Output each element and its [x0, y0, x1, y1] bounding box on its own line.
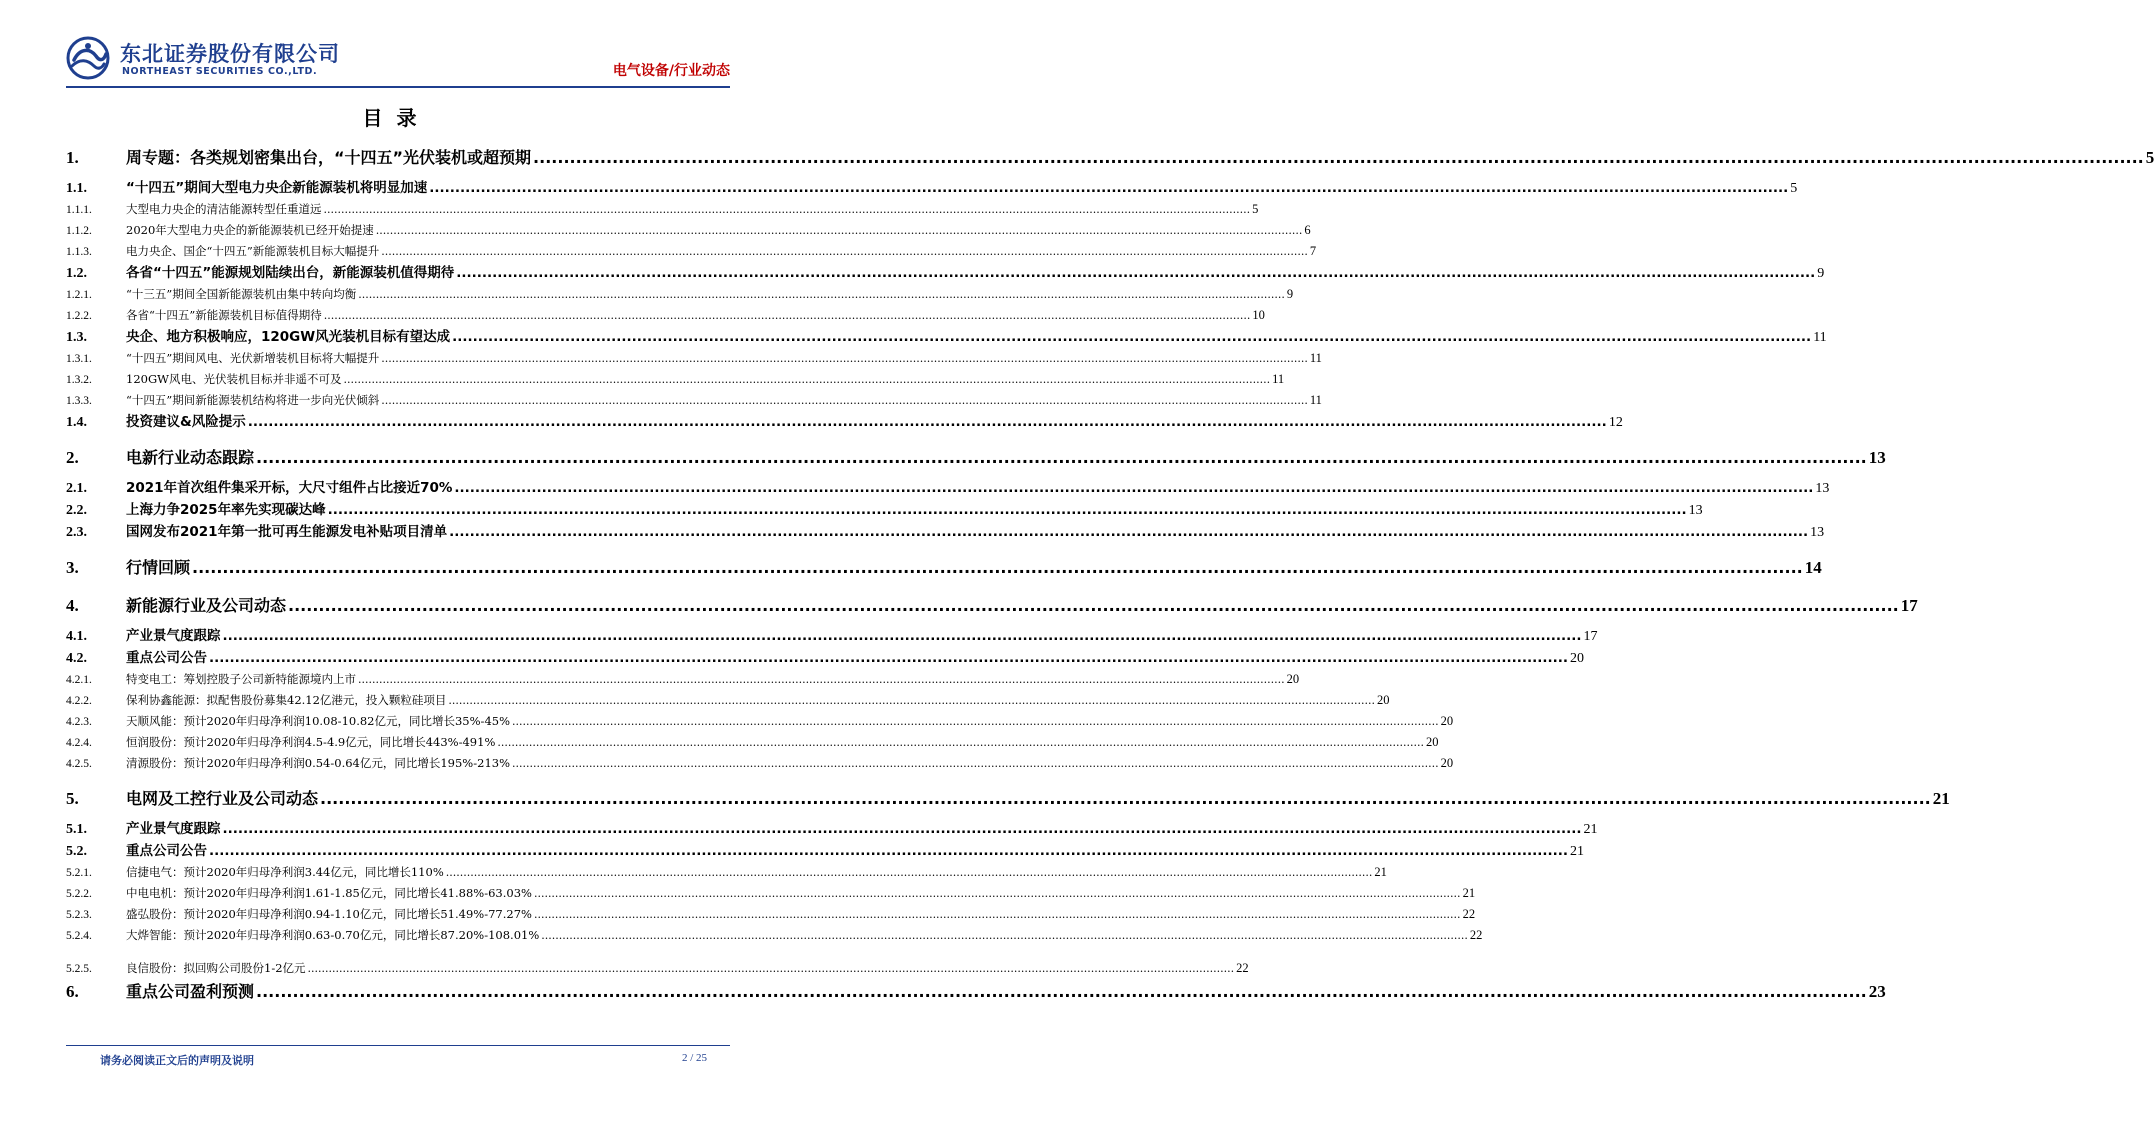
toc-entry-number: 1.3. [66, 330, 87, 345]
toc-entry-number: 1.2.1. [66, 289, 92, 301]
toc-entry-title: 2020年大型电力央企的新能源装机已经开始提速 [126, 223, 374, 237]
toc-entry-page: 20 [1440, 714, 1454, 728]
toc-entry-page: 12 [1608, 415, 1623, 430]
toc-entry-title: 重点公司公告 [126, 650, 207, 666]
toc-entry-page: 20 [1377, 693, 1390, 707]
toc-entry-number: 1.1.1. [66, 204, 92, 216]
toc-entry[interactable] [66, 411, 1623, 433]
toc-entry[interactable] [66, 711, 1454, 732]
toc-entry-page: 11 [1309, 351, 1322, 365]
toc-entry[interactable] [66, 241, 1317, 262]
toc-dot-leader [256, 979, 1867, 1005]
toc-entry-number: 4.2.5. [66, 758, 92, 770]
footer-disclaimer: 请务必阅读正文后的声明及说明 [100, 1054, 254, 1067]
toc-entry-title: 行情回顾 [126, 558, 191, 577]
toc-entry-title: 电新行业动态跟踪 [126, 448, 255, 467]
table-of-contents [66, 145, 2154, 1005]
toc-entry[interactable] [66, 958, 1249, 979]
toc-entry-title: 2021年首次组件集采开标，大尺寸组件占比接近70% [126, 480, 453, 496]
toc-entry-title: 产业景气度跟踪 [126, 821, 221, 837]
toc-dot-leader [449, 521, 1808, 543]
toc-entry[interactable] [66, 326, 1827, 348]
report-category: 电气设备/行业动态 [612, 63, 730, 79]
toc-entry-page: 11 [1272, 372, 1285, 386]
toc-entry-number: 5.2.5. [66, 963, 92, 975]
toc-dot-leader [376, 220, 1303, 241]
toc-dot-leader [223, 625, 1582, 647]
toc-entry-title: 天顺风能：预计2020年归母净利润10.08-10.82亿元，同比增长35%-45% [126, 714, 511, 728]
footer-divider [66, 1045, 730, 1046]
toc-entry-title: 清源股份：预计2020年归母净利润0.54-0.64亿元，同比增长195%-213% [126, 756, 511, 770]
toc-dot-leader [192, 555, 1803, 581]
toc-entry-title: 中电电机：预计2020年归母净利润1.61-1.85亿元，同比增长41.88%-63.03% [126, 886, 532, 900]
toc-entry[interactable] [66, 199, 1259, 220]
toc-entry[interactable] [66, 786, 1950, 812]
toc-entry-number: 5.2.3. [66, 909, 92, 921]
toc-entry-number: 4. [66, 596, 79, 615]
toc-entry-page: 21 [1462, 886, 1476, 900]
toc-entry[interactable] [66, 177, 1798, 199]
toc-entry-number: 4.1. [66, 629, 87, 644]
toc-entry-page: 9 [1817, 266, 1825, 281]
toc-entry-title: “十四五”期间新能源装机结构将进一步向光伏倾斜 [126, 393, 380, 407]
toc-entry-number: 1. [66, 148, 79, 167]
toc-dot-leader [324, 305, 1251, 326]
toc-entry[interactable] [66, 883, 1476, 904]
toc-entry-number: 6. [66, 982, 79, 1001]
toc-entry-page: 11 [1309, 393, 1322, 407]
toc-entry-number: 2.3. [66, 525, 87, 540]
toc-entry-title: 大型电力央企的清洁能源转型任重道远 [126, 202, 322, 216]
toc-dot-leader [497, 732, 1424, 753]
toc-entry-page: 21 [1374, 865, 1387, 879]
toc-spacer [66, 433, 726, 445]
company-name-cn: 东北证券股份有限公司 [120, 42, 340, 66]
toc-spacer [66, 774, 726, 786]
toc-entry-page: 5 [2145, 148, 2154, 167]
toc-entry[interactable] [66, 145, 2154, 171]
toc-dot-leader [209, 647, 1568, 669]
toc-entry-title: 上海力争2025年率先实现碳达峰 [126, 502, 326, 518]
toc-entry-page: 20 [1425, 735, 1439, 749]
toc-dot-leader [320, 786, 1931, 812]
toc-entry[interactable] [66, 979, 1886, 1005]
toc-dot-leader [328, 499, 1687, 521]
toc-entry-title: 重点公司盈利预测 [126, 982, 255, 1001]
page-number: 2 / 25 [681, 1052, 707, 1064]
toc-entry-number: 5. [66, 789, 79, 808]
toc-entry-page: 13 [1688, 503, 1703, 518]
toc-entry-title: 120GW风电、光伏装机目标并非遥不可及 [126, 372, 342, 386]
toc-dot-leader [454, 477, 1813, 499]
toc-entry-page: 23 [1868, 982, 1886, 1001]
toc-dot-leader [448, 690, 1375, 711]
toc-entry-page: 14 [1804, 558, 1822, 577]
toc-entry-title: “十四五”期间大型电力央企新能源装机将明显加速 [126, 180, 428, 196]
toc-entry-page: 13 [1815, 481, 1830, 496]
company-name-en: NORTHEAST SECURITIES CO.,LTD. [122, 66, 318, 77]
toc-entry-number: 1.3.2. [66, 374, 92, 386]
toc-entry-number: 4.2.4. [66, 737, 92, 749]
toc-entry[interactable] [66, 625, 1598, 647]
toc-entry-number: 2. [66, 448, 79, 467]
toc-entry[interactable] [66, 840, 1585, 862]
toc-dot-leader [429, 177, 1788, 199]
toc-entry[interactable] [66, 521, 1825, 543]
toc-entry-number: 4.2.3. [66, 716, 92, 728]
toc-dot-leader [248, 411, 1607, 433]
toc-entry-page: 13 [1868, 448, 1886, 467]
toc-entry-page: 21 [1570, 844, 1585, 859]
toc-entry-number: 3. [66, 558, 79, 577]
toc-entry-number: 1.1. [66, 181, 87, 196]
toc-entry-page: 17 [1900, 596, 1918, 615]
toc-entry[interactable] [66, 732, 1439, 753]
toc-entry[interactable] [66, 390, 1322, 411]
toc-entry-number: 4.2. [66, 651, 87, 666]
toc-entry-page: 13 [1810, 525, 1825, 540]
toc-dot-leader [343, 369, 1270, 390]
toc-entry[interactable] [66, 690, 1390, 711]
toc-entry-title: 产业景气度跟踪 [126, 628, 221, 644]
toc-entry-title: 重点公司公告 [126, 843, 207, 859]
toc-entry-page: 10 [1252, 308, 1265, 322]
toc-entry-title: 恒润股份：预计2020年归母净利润4.5-4.9亿元，同比增长443%-491% [126, 735, 496, 749]
toc-entry-number: 1.1.2. [66, 225, 92, 237]
toc-entry[interactable] [66, 904, 1476, 925]
toc-dot-leader [324, 199, 1251, 220]
toc-entry[interactable] [66, 669, 1300, 690]
toc-entry[interactable] [66, 925, 1483, 946]
toc-entry[interactable] [66, 445, 1886, 471]
toc-entry-number: 1.4. [66, 415, 87, 430]
toc-entry[interactable] [66, 305, 1265, 326]
toc-entry-title: “十三五”期间全国新能源装机由集中转向均衡 [126, 287, 357, 301]
toc-dot-leader [209, 840, 1568, 862]
toc-dot-leader [308, 958, 1235, 979]
toc-entry-number: 5.2.4. [66, 930, 92, 942]
toc-dot-leader [223, 818, 1582, 840]
toc-entry-page: 21 [1583, 822, 1598, 837]
toc-entry-title: 国网发布2021年第一批可再生能源发电补贴项目清单 [126, 524, 448, 540]
toc-entry[interactable] [66, 555, 1822, 581]
header-divider [66, 86, 730, 88]
toc-entry-title: 周专题：各类规划密集出台，“十四五”光伏装机或超预期 [126, 148, 532, 167]
toc-entry[interactable] [66, 499, 1703, 521]
toc-entry-number: 2.1. [66, 481, 87, 496]
toc-entry[interactable] [66, 348, 1322, 369]
toc-dot-leader [533, 145, 2144, 171]
toc-dot-leader [534, 904, 1461, 925]
toc-entry-title: 电网及工控行业及公司动态 [126, 789, 319, 808]
toc-entry-page: 20 [1440, 756, 1454, 770]
toc-dot-leader [541, 925, 1468, 946]
toc-entry[interactable] [66, 369, 1285, 390]
toc-entry-title: 各省“十四五”能源规划陆续出台，新能源装机值得期待 [126, 265, 455, 281]
toc-entry-page: 5 [1790, 181, 1798, 196]
toc-entry-title: 电力央企、国企“十四五”新能源装机目标大幅提升 [126, 244, 380, 258]
toc-entry-title: 央企、地方积极响应，120GW风光装机目标有望达成 [126, 329, 451, 345]
page-header [66, 30, 730, 86]
toc-entry[interactable] [66, 647, 1585, 669]
toc-entry-title: 各省“十四五”新能源装机目标值得期待 [126, 308, 322, 322]
toc-dot-leader [512, 711, 1439, 732]
toc-entry[interactable] [66, 753, 1454, 774]
toc-dot-leader [446, 862, 1373, 883]
toc-entry-page: 11 [1813, 330, 1827, 345]
toc-dot-leader [288, 593, 1899, 619]
toc-entry-number: 1.2.2. [66, 310, 92, 322]
toc-entry-page: 5 [1252, 202, 1259, 216]
toc-entry[interactable] [66, 284, 1294, 305]
toc-entry-page: 22 [1462, 907, 1476, 921]
toc-dot-leader [381, 241, 1308, 262]
toc-entry[interactable] [66, 262, 1825, 284]
toc-entry-title: 投资建议&风险提示 [126, 414, 246, 430]
toc-spacer [66, 581, 726, 593]
toc-dot-leader [534, 883, 1461, 904]
toc-entry-number: 4.2.2. [66, 695, 92, 707]
toc-entry-number: 5.2.1. [66, 867, 92, 879]
toc-entry[interactable] [66, 477, 1830, 499]
toc-dot-leader [358, 284, 1285, 305]
toc-entry-number: 4.2.1. [66, 674, 92, 686]
toc-dot-leader [381, 390, 1308, 411]
toc-dot-leader [358, 669, 1285, 690]
toc-entry-number: 1.3.1. [66, 353, 92, 365]
toc-entry[interactable] [66, 862, 1387, 883]
toc-entry-page: 21 [1932, 789, 1950, 808]
toc-entry-page: 7 [1309, 244, 1317, 258]
toc-title: 目录 [362, 106, 431, 130]
toc-entry-page: 22 [1236, 961, 1249, 975]
toc-entry[interactable] [66, 593, 1918, 619]
toc-entry-number: 5.2. [66, 844, 87, 859]
toc-spacer [66, 543, 726, 555]
toc-entry-title: 大烨智能：预计2020年归母净利润0.63-0.70亿元，同比增长87.20%-108.01% [126, 928, 540, 942]
toc-entry-number: 5.1. [66, 822, 87, 837]
toc-entry-number: 1.2. [66, 266, 87, 281]
toc-dot-leader [452, 326, 1811, 348]
company-logo-icon [66, 36, 110, 80]
toc-dot-leader [456, 262, 1815, 284]
toc-entry-number: 2.2. [66, 503, 87, 518]
toc-entry-page: 20 [1570, 651, 1585, 666]
toc-entry-title: 良信股份：拟回购公司股份1-2亿元 [126, 961, 306, 975]
toc-entry-page: 17 [1583, 629, 1598, 644]
toc-dot-leader [512, 753, 1439, 774]
toc-entry-title: 信捷电气：预计2020年归母净利润3.44亿元，同比增长110% [126, 865, 444, 879]
toc-entry-title: 特变电工：筹划控股子公司新特能源境内上市 [126, 672, 356, 686]
toc-spacer [66, 946, 726, 958]
toc-entry-page: 9 [1286, 287, 1294, 301]
toc-entry-title: 保利协鑫能源：拟配售股份募集42.12亿港元，投入颗粒硅项目 [126, 693, 447, 707]
toc-entry-title: “十四五”期间风电、光伏新增装机目标将大幅提升 [126, 351, 380, 365]
toc-dot-leader [381, 348, 1308, 369]
toc-entry-title: 盛弘股份：预计2020年归母净利润0.94-1.10亿元，同比增长51.49%-77.27% [126, 907, 532, 921]
toc-entry[interactable] [66, 818, 1598, 840]
toc-entry-title: 新能源行业及公司动态 [126, 596, 287, 615]
toc-entry-number: 1.1.3. [66, 246, 92, 258]
toc-entry-page: 22 [1469, 928, 1483, 942]
toc-entry-number: 1.3.3. [66, 395, 92, 407]
toc-dot-leader [256, 445, 1867, 471]
toc-entry-page: 20 [1286, 672, 1300, 686]
toc-entry-page: 6 [1304, 223, 1311, 237]
toc-entry-number: 5.2.2. [66, 888, 92, 900]
toc-entry[interactable] [66, 220, 1311, 241]
